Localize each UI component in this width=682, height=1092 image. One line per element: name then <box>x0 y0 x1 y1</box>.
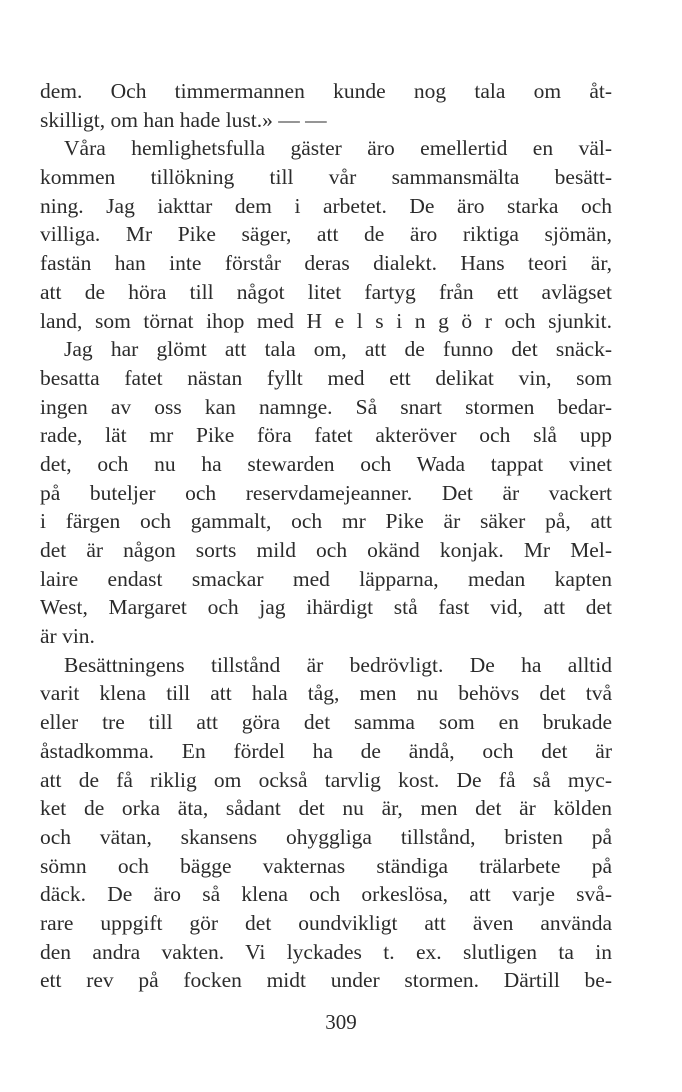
text-line: ning. Jag iakttar dem i arbetet. De äro starka och <box>40 193 612 218</box>
text-line: ett rev på focken midt under stormen. Därtill be- <box>40 968 612 993</box>
paragraph-start-line: Besättningens tillstånd är bedrövligt. De ha alltid <box>64 652 612 677</box>
text-line: däck. De äro så klena och orkeslösa, att varje svå- <box>40 882 612 907</box>
text-line: besatta fatet nästan fyllt med ett delikat vin, som <box>40 365 612 390</box>
text-line: att de få riklig om också tarvlig kost. De få så myc- <box>40 767 612 792</box>
text-line: rare uppgift gör det oundvikligt att även använda <box>40 910 612 935</box>
text-line: kommen tillökning till vår sammansmälta besätt- <box>40 165 612 190</box>
text-line: det, och nu ha stewarden och Wada tappat vinet <box>40 451 612 476</box>
text-line: på buteljer och reservdamejeanner. Det är vackert <box>40 480 612 505</box>
text-line: och vätan, skansens ohyggliga tillstånd, bristen på <box>40 824 612 849</box>
text-line: rade, lät mr Pike föra fatet akteröver och slå upp <box>40 423 612 448</box>
text-line: ingen av oss kan namnge. Så snart stormen bedar- <box>40 394 612 419</box>
paragraph-start-line: Våra hemlighetsfulla gäster äro emellertid en väl- <box>64 136 612 161</box>
text-line: villiga. Mr Pike säger, att de äro riktiga sjömän, <box>40 222 612 247</box>
text-line: land, som törnat ihop med H e l s i n g ö r och sjunkit. <box>40 308 612 333</box>
body-text <box>40 77 612 995</box>
text-line: ket de orka äta, sådant det nu är, men det är kölden <box>40 796 612 821</box>
text-line: laire endast smackar med läpparna, medan kapten <box>40 566 612 591</box>
text-line: fastän han inte förstår deras dialekt. Hans teori är, <box>40 251 612 276</box>
text-line: det är någon sorts mild och okänd konjak. Mr Mel- <box>40 538 612 562</box>
text-line: skilligt, om han hade lust.» — — <box>40 107 327 132</box>
text-line: dem. Och timmermannen kunde nog tala om åt- <box>40 79 612 103</box>
page-number: 309 <box>325 1010 357 1034</box>
text-line: West, Margaret och jag ihärdigt stå fast vid, att det <box>40 595 612 620</box>
text-line: varit klena till att hala tåg, men nu behövs det två <box>40 681 612 706</box>
text-line: att de höra till något litet fartyg från ett avlägset <box>40 279 612 304</box>
text-line: i färgen och gammalt, och mr Pike är säker på, att <box>40 509 612 534</box>
paragraph-start-line: Jag har glömt att tala om, att de funno det snäck- <box>64 337 612 362</box>
text-line: är vin. <box>40 624 95 649</box>
text-line: åstadkomma. En fördel ha de ändå, och det är <box>40 738 612 763</box>
text-line: den andra vakten. Vi lyckades t. ex. slutligen ta in <box>40 939 612 964</box>
text-line: eller tre till att göra det samma som en brukade <box>40 710 612 735</box>
text-line: sömn och bägge vakternas ständiga trälarbete på <box>40 853 612 878</box>
